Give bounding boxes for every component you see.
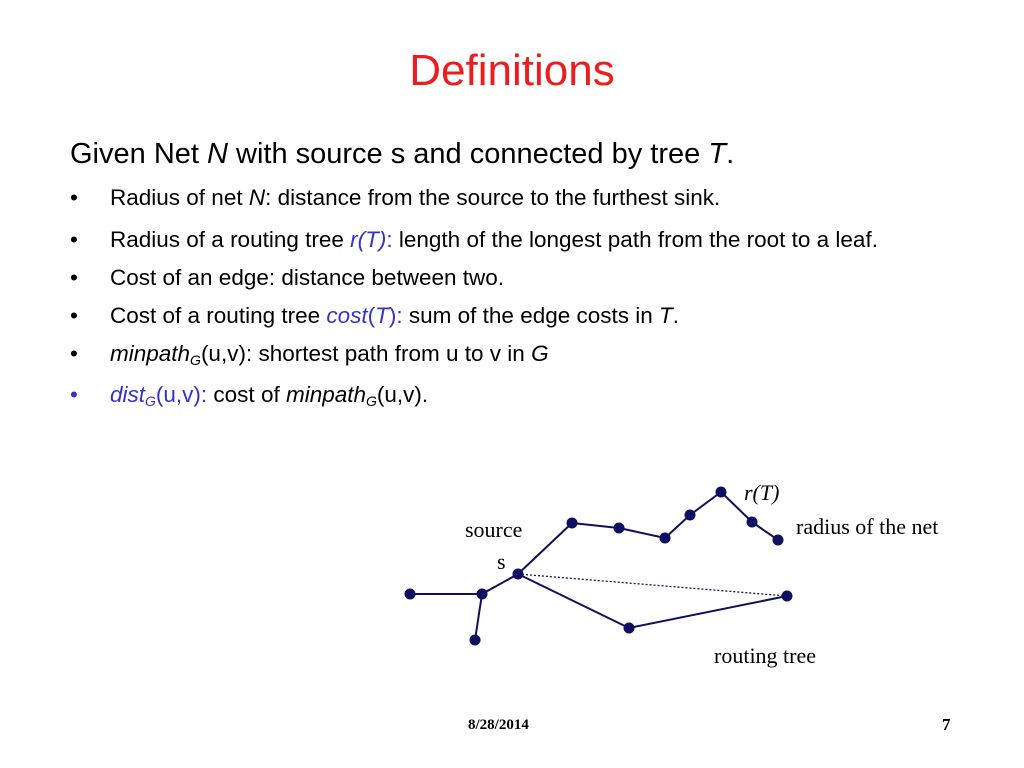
bullet-subscript-g: G bbox=[366, 393, 377, 409]
bullet-text: Radius of a routing tree bbox=[110, 227, 351, 252]
bullet-paren-close: ): bbox=[388, 303, 403, 328]
tree-node bbox=[782, 591, 793, 602]
bullet-paren-open: ( bbox=[367, 303, 376, 328]
tree-node bbox=[747, 517, 758, 528]
bullet-text: (u,v). bbox=[376, 382, 429, 407]
bullet-rt-symbol: r(T) bbox=[350, 227, 387, 252]
bullet-subscript-g: G bbox=[145, 393, 156, 409]
slide-title: Definitions bbox=[409, 46, 615, 95]
tree-node bbox=[685, 510, 696, 521]
tree-edge bbox=[690, 492, 721, 515]
intro-text-3: . bbox=[726, 138, 735, 170]
bullet-net-symbol: N bbox=[248, 185, 266, 210]
bullet-t-symbol: T bbox=[659, 303, 673, 328]
tree-node bbox=[716, 487, 727, 498]
tree-edge bbox=[482, 574, 518, 594]
intro-text-2: with source s and connected by tree bbox=[227, 138, 709, 170]
bullet-text: (u,v): shortest path from u to v in bbox=[200, 341, 532, 366]
bullet-text: cost of bbox=[207, 382, 286, 407]
routing-tree-label: routing tree bbox=[714, 643, 817, 668]
footer-date: 8/28/2014 bbox=[468, 717, 529, 733]
tree-edge bbox=[629, 596, 787, 628]
bullet-minpath-symbol: minpath bbox=[285, 382, 367, 407]
bullet-marker: • bbox=[70, 382, 78, 407]
tree-node bbox=[773, 535, 784, 546]
intro-tree-symbol: T bbox=[708, 138, 727, 170]
tree-node bbox=[624, 623, 635, 634]
bullet-dist-args: (u,v): bbox=[155, 382, 208, 407]
tree-node bbox=[405, 589, 416, 600]
tree-node bbox=[660, 533, 671, 544]
bullet-dist-symbol: dist bbox=[110, 382, 146, 407]
bullet-marker: • bbox=[70, 265, 78, 290]
bullet-colon: : bbox=[386, 227, 393, 252]
tree-node bbox=[614, 523, 625, 534]
bullet-marker: • bbox=[70, 185, 78, 210]
intro-net-symbol: N bbox=[207, 138, 228, 170]
bullet-cost-symbol: cost bbox=[326, 303, 368, 328]
bullet-marker: • bbox=[70, 341, 78, 366]
intro-text-1: Given Net bbox=[70, 138, 207, 170]
bullet-text: : distance from the source to the furthest sink. bbox=[265, 185, 721, 210]
tree-edge bbox=[619, 528, 665, 538]
bullet-text: Cost of an edge: distance between two. bbox=[110, 265, 505, 290]
tree-node bbox=[567, 518, 578, 529]
page-number: 7 bbox=[942, 715, 951, 734]
bullet-subscript-g: G bbox=[190, 352, 201, 368]
bullet-marker: • bbox=[70, 303, 78, 328]
tree-edge bbox=[518, 574, 629, 628]
rt-label: r(T) bbox=[744, 480, 780, 505]
bullet-text: Radius of net bbox=[110, 185, 249, 210]
bullet-text: . bbox=[672, 303, 680, 328]
tree-edge bbox=[475, 594, 482, 640]
bullet-text: sum of the edge costs in bbox=[402, 303, 660, 328]
s-label: s bbox=[497, 549, 506, 574]
tree-node bbox=[470, 635, 481, 646]
source-node bbox=[513, 569, 524, 580]
tree-edge bbox=[572, 523, 619, 528]
bullet-text: length of the longest path from the root to a leaf. bbox=[392, 227, 878, 252]
bullet-t-symbol: T bbox=[375, 303, 389, 328]
tree-node bbox=[477, 589, 488, 600]
source-label: source bbox=[465, 517, 523, 542]
bullet-minpath-symbol: minpath bbox=[110, 341, 191, 366]
bullet-marker: • bbox=[70, 227, 78, 252]
bullet-text: Cost of a routing tree bbox=[110, 303, 327, 328]
bullet-g-symbol: G bbox=[531, 341, 549, 366]
radius-label: radius of the net bbox=[796, 514, 939, 539]
tree-edge bbox=[518, 523, 572, 574]
